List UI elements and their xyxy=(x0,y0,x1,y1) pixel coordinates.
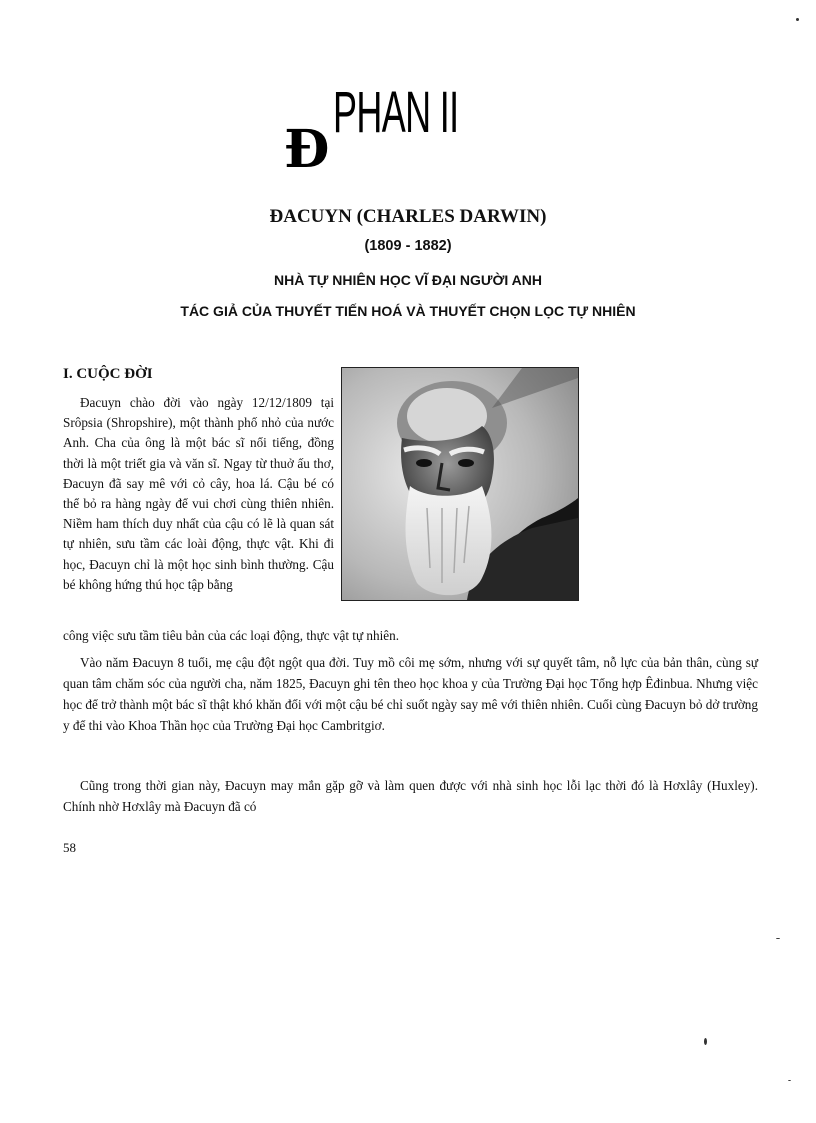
paragraph-1-continued: công việc sưu tầm tiêu bản của các loại động, thực vật tự nhiên. xyxy=(63,628,400,643)
part-letter: Đ xyxy=(284,119,330,180)
paragraph-2: Vào năm Đacuyn 8 tuổi, mẹ cậu đột ngột qua đời. Tuy mồ côi mẹ sớm, nhưng với sự quyết tâm, nỗ lực của bản thân, cùng sự quan tâm chăm sóc của người cha, năm 1825, Đacuyn ghi tên theo học khoa y của Trường Đại học Tổng hợp Êđinbua. Nhưng việc học để trở thành một bác sĩ thật khó khăn đối với một cậu bé chỉ suốt ngày say mê với thiên nhiên. Cuối cùng Đacuyn bỏ dở trường y để thi vào Khoa Thần học của Trường Đại học Cambritgiơ. xyxy=(63,655,758,733)
chapter-years: (1809 - 1882) xyxy=(364,238,452,254)
scan-speck xyxy=(704,1038,707,1045)
section-heading: I. CUỘC ĐỜI xyxy=(63,366,153,382)
scan-speck xyxy=(776,938,780,939)
chapter-title: ĐACUYN (CHARLES DARWIN) xyxy=(269,206,547,227)
paragraph-1-wrapped: Đacuyn chào đời vào ngày 12/12/1809 tại Srôpsia (Shropshire), một thành phố nhỏ của nước Anh. Cha của ông là một bác sĩ nổi tiếng, đồng thời là một triết gia và văn sĩ. Ngay từ thuở ấu thơ, Đacuyn đã say mê với cỏ cây, hoa lá. Cậu bé có thể bỏ ra hàng ngày để vui chơi cùng thiên nhiên. Niềm ham thích duy nhất của cậu có lẽ là quan sát tự nhiên, sưu tầm các loài động, thực vật. Khi đi học, Đacuyn chỉ là một học sinh bình thường. Cậu bé không hứng thú học tập bằng xyxy=(63,395,334,592)
part-title: PHAN II xyxy=(333,80,459,145)
chapter-subtitle-1: NHÀ TỰ NHIÊN HỌC VĨ ĐẠI NGƯỜI ANH xyxy=(274,272,542,288)
chapter-subtitle-2: TÁC GIẢ CỦA THUYẾT TIẾN HOÁ VÀ THUYẾT CHỌN LỌC TỰ NHIÊN xyxy=(180,303,636,319)
scan-speck xyxy=(796,18,799,21)
portrait-photo xyxy=(341,367,579,601)
page-number: 58 xyxy=(63,840,76,855)
paragraph-3: Cũng trong thời gian này, Đacuyn may mắn gặp gỡ và làm quen được với nhà sinh học lỗi lạc thời đó là Hơxlây (Huxley). Chính nhờ Hơxlây mà Đacuyn đã có xyxy=(63,778,758,814)
scan-speck xyxy=(788,1080,791,1081)
